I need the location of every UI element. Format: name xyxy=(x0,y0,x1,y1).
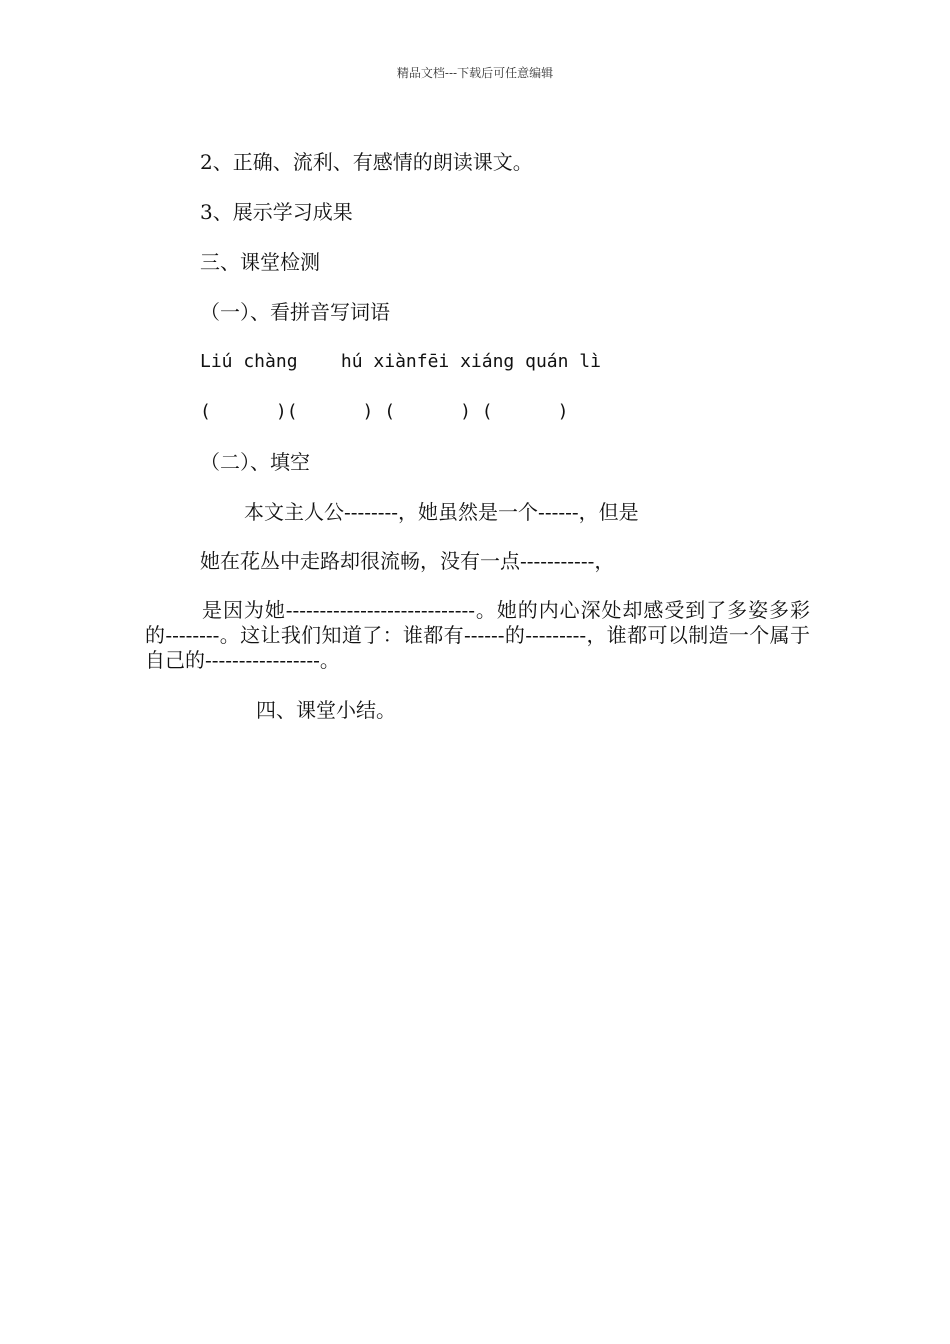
fill-blank-line-1: 本文主人公--------，她虽然是一个------，但是 xyxy=(244,500,639,524)
list-item-2: 2、正确、流利、有感情的朗读课文。 xyxy=(200,150,533,174)
subheading-fill-blank: （二）、填空 xyxy=(200,450,310,474)
fill-blank-paragraph: 是因为她----------------------------。她的内心深处却感受到了多姿多彩的--------。这让我们知道了：谁都有------的---------，谁都可以制造一个属于自己的-----------------。 xyxy=(145,598,810,672)
fill-blank-line-2: 她在花丛中走路却很流畅，没有一点-----------， xyxy=(200,549,615,573)
page-header: 精品文档---下载后可任意编辑 xyxy=(396,66,554,80)
subheading-pinyin-words: （一）、看拼音写词语 xyxy=(200,300,390,324)
section-heading-classroom-test: 三、课堂检测 xyxy=(200,250,320,274)
list-item-3: 3、展示学习成果 xyxy=(200,200,353,224)
section-heading-summary: 四、课堂小结。 xyxy=(256,698,396,722)
pinyin-line: Liú chàng hú xiànfēi xiáng quán lì xyxy=(200,351,601,372)
answer-brackets: ( )( ) ( ) ( ) xyxy=(200,401,569,422)
